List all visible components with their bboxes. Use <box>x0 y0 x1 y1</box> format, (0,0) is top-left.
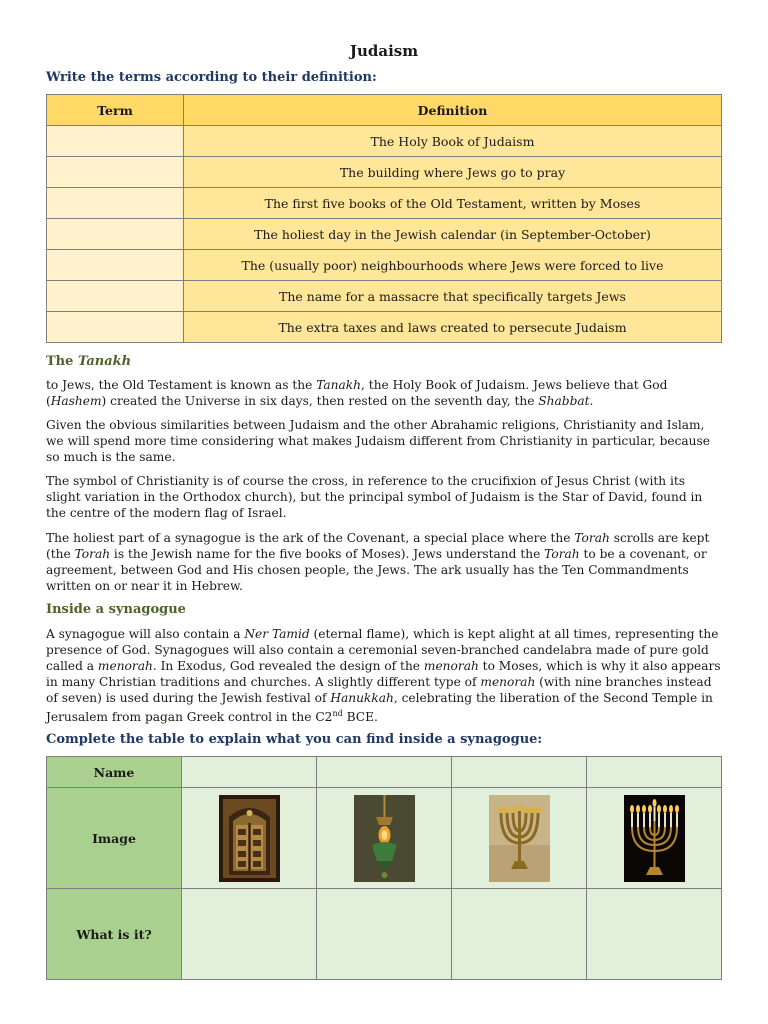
paragraph-text: Given the obvious similarities between Judaism and the other Abrahamic religions, Christianity and Islam, we will spend more time considering what makes Judaism different from Christianity in particular, because so much is the same. <box>46 418 710 464</box>
name-row <box>47 757 722 788</box>
italic-term: Torah <box>574 531 610 545</box>
tanakh-paragraph-1 <box>46 377 722 409</box>
italic-term: menorah <box>480 675 536 689</box>
italic-term: Ner Tamid <box>244 627 310 641</box>
text-run: (eternal flame), which is kept alight at all times, representing the presence of God. Synagogues will also contain a ceremonial seven-branched candelabra made of pure gold called a <box>46 627 719 673</box>
tanakh-heading <box>46 354 131 369</box>
tanakh-heading-italic: Tanakh <box>77 354 132 369</box>
text-run: ) created the Universe in six days, then rested on the seventh day, the <box>101 394 539 408</box>
text-run: to be a covenant, or agreement, between God and His chosen people, the Jews. The ark usually has the Ten Commandments written on or near it in Hebrew. <box>46 547 707 593</box>
term-input-cell[interactable] <box>47 188 184 219</box>
name-input-cell[interactable] <box>452 757 587 788</box>
image-cell <box>317 788 452 889</box>
image-row <box>47 788 722 889</box>
definition-cell: The extra taxes and laws created to persecute Judaism <box>184 312 722 343</box>
table-row <box>47 281 722 312</box>
image-row-label: Image <box>47 788 182 889</box>
text-run: , celebrating the liberation of the Second Temple in Jerusalem from pagan Greek control in the C2 <box>46 691 713 725</box>
image-cell <box>182 788 317 889</box>
synagogue-table <box>46 756 722 980</box>
image-cell <box>587 788 722 889</box>
inside-paragraph <box>46 626 722 725</box>
italic-term: menorah <box>423 659 479 673</box>
table-row <box>47 312 722 343</box>
hanukkah-menorah-icon <box>624 795 685 882</box>
image-cell <box>452 788 587 889</box>
table-row <box>47 126 722 157</box>
what-input-cell[interactable] <box>587 889 722 980</box>
seven-branch-menorah-icon <box>489 795 550 882</box>
name-input-cell[interactable] <box>317 757 452 788</box>
table-row <box>47 188 722 219</box>
tanakh-heading-prefix: The <box>46 354 78 369</box>
italic-term: Hanukkah <box>330 691 394 705</box>
text-run: to Jews, the Old Testament is known as the <box>46 378 317 392</box>
name-input-cell[interactable] <box>182 757 317 788</box>
inside-synagogue-heading: Inside a synagogue <box>46 602 186 617</box>
term-input-cell[interactable] <box>47 281 184 312</box>
superscript: nd <box>332 709 343 718</box>
term-input-cell[interactable] <box>47 250 184 281</box>
definition-column-header: Definition <box>184 95 722 126</box>
text-run: , the Holy Book of Judaism. Jews believe that God ( <box>46 378 668 408</box>
what-row <box>47 889 722 980</box>
italic-term: menorah <box>97 659 153 673</box>
text-run: to Moses, which is why it also appears in many Christian traditions and churches. A slightly different type of <box>46 659 721 689</box>
page-title: Judaism <box>349 42 419 60</box>
ark-icon <box>219 795 280 882</box>
definition-cell: The Holy Book of Judaism <box>184 126 722 157</box>
italic-term: Shabbat <box>538 394 590 408</box>
italic-term: Hashem <box>50 394 102 408</box>
tanakh-paragraph-2 <box>46 417 722 465</box>
text-run: scrolls are kept (the <box>46 531 710 561</box>
definition-cell: The first five books of the Old Testament, written by Moses <box>184 188 722 219</box>
terms-instruction: Write the terms according to their definition: <box>46 70 377 85</box>
term-input-cell[interactable] <box>47 126 184 157</box>
definition-cell: The (usually poor) neighbourhoods where Jews were forced to live <box>184 250 722 281</box>
definition-cell: The building where Jews go to pray <box>184 157 722 188</box>
what-input-cell[interactable] <box>452 889 587 980</box>
italic-term: Torah <box>544 547 580 561</box>
term-column-header: Term <box>47 95 184 126</box>
term-input-cell[interactable] <box>47 157 184 188</box>
synagogue-instruction: Complete the table to explain what you can find inside a synagogue: <box>46 732 543 747</box>
definition-cell: The name for a massacre that specifically targets Jews <box>184 281 722 312</box>
table-row <box>47 250 722 281</box>
text-run: A synagogue will also contain a <box>46 627 245 641</box>
terms-header-row <box>47 95 722 126</box>
table-row <box>47 157 722 188</box>
text-run: . In Exodus, God revealed the design of the <box>152 659 424 673</box>
what-input-cell[interactable] <box>317 889 452 980</box>
term-input-cell[interactable] <box>47 312 184 343</box>
italic-term: Torah <box>74 547 111 561</box>
name-input-cell[interactable] <box>587 757 722 788</box>
text-run: The holiest part of a synagogue is the ark of the Covenant, a special place where the <box>46 531 575 545</box>
table-row <box>47 219 722 250</box>
eternal-flame-icon <box>354 795 415 882</box>
tanakh-paragraph-4 <box>46 530 722 594</box>
terms-table <box>46 94 722 343</box>
what-row-label: What is it? <box>47 889 182 980</box>
italic-term: Tanakh <box>316 378 362 392</box>
name-row-label: Name <box>47 757 182 788</box>
text-run: . <box>589 394 594 408</box>
text-run: (with nine branches instead of seven) is used during the Jewish festival of <box>46 675 712 705</box>
tanakh-paragraph-3 <box>46 473 722 521</box>
what-input-cell[interactable] <box>182 889 317 980</box>
term-input-cell[interactable] <box>47 219 184 250</box>
paragraph-text: The symbol of Christianity is of course the cross, in reference to the crucifixion of Jesus Christ (with its slight variation in the Orthodox church), but the principal symbol of Judaism is the Star of David, found in the centre of the modern flag of Israel. <box>46 474 703 520</box>
definition-cell: The holiest day in the Jewish calendar (in September-October) <box>184 219 722 250</box>
text-run: is the Jewish name for the five books of Moses). Jews understand the <box>110 547 545 561</box>
text-run: BCE. <box>342 710 378 725</box>
